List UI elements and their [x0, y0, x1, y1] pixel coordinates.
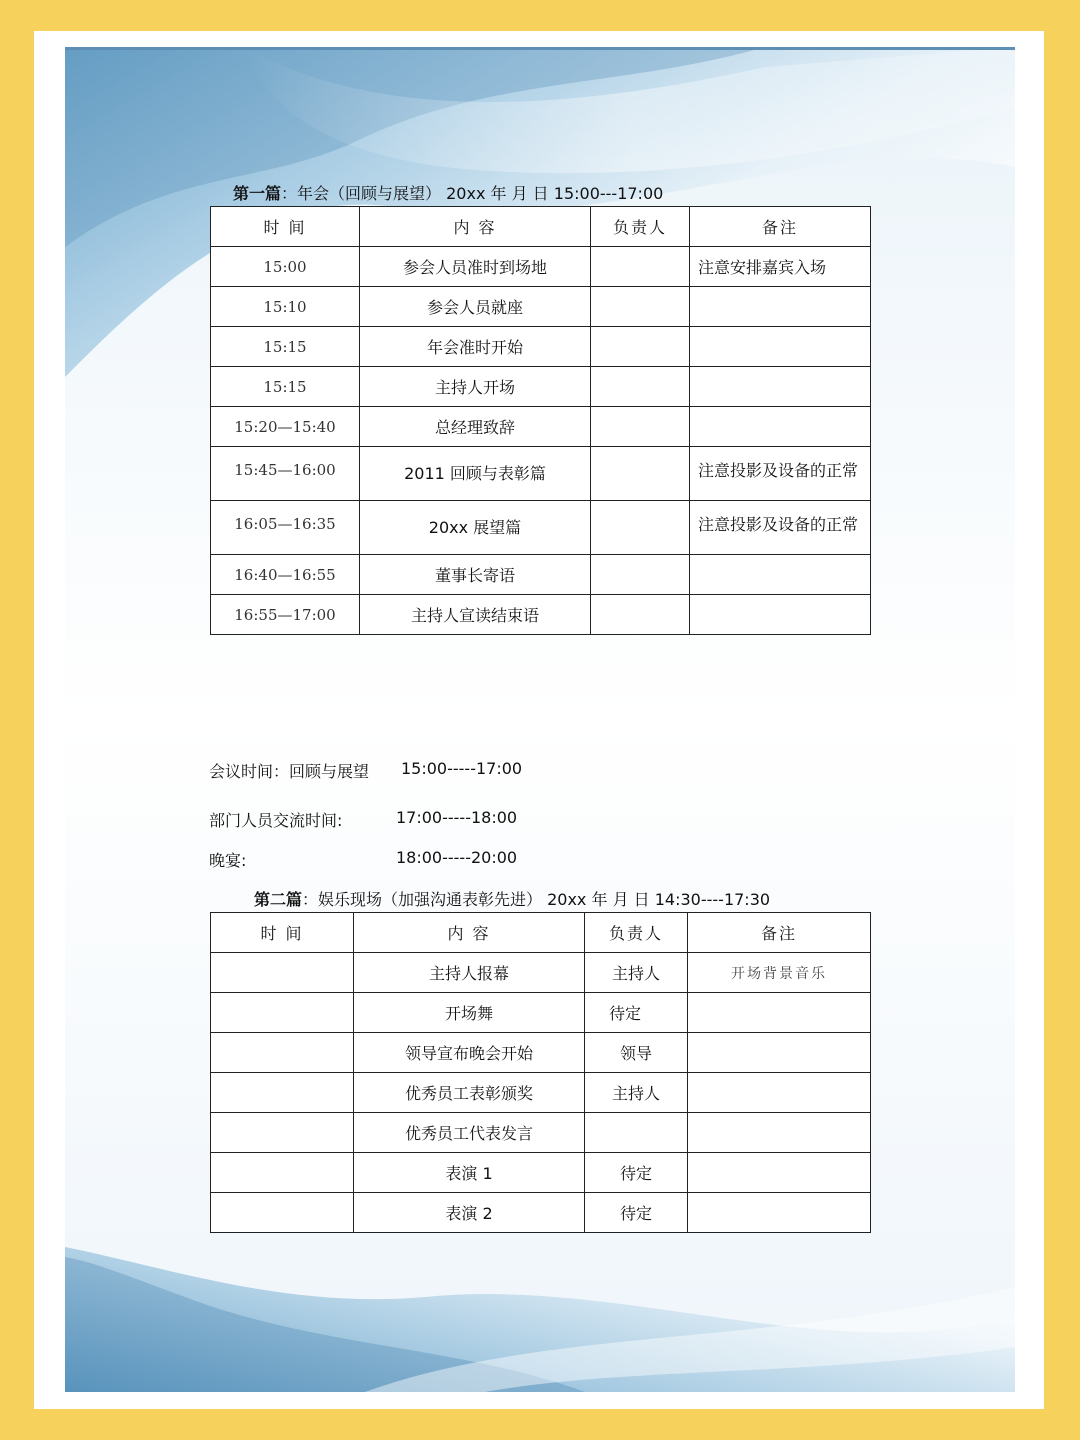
row-time: 16:55—17:00: [211, 595, 360, 635]
row-time: 15:15: [211, 327, 360, 367]
header-content: 内 容: [360, 207, 591, 247]
row-owner: [591, 407, 690, 447]
table-row: [211, 993, 871, 1033]
table-header-row: [211, 207, 871, 247]
row-content: 董事长寄语: [360, 555, 591, 595]
table-row: [211, 1193, 871, 1233]
table-row: [211, 1153, 871, 1193]
row-note: [688, 993, 871, 1033]
table-row: [211, 247, 871, 287]
header-owner: 负责人: [585, 913, 688, 953]
table-row: [211, 595, 871, 635]
header-time: 时 间: [211, 913, 354, 953]
row-content: 优秀员工表彰颁奖: [354, 1073, 585, 1113]
row-owner: 待定: [585, 1193, 688, 1233]
section2-table: [210, 912, 871, 1233]
row-owner: [591, 595, 690, 635]
row-time: 15:10: [211, 287, 360, 327]
row-note: [688, 1073, 871, 1113]
document-page: [65, 47, 1015, 1392]
info-dinner-time: [209, 848, 518, 871]
row-content: 表演 1: [354, 1153, 585, 1193]
row-owner: [591, 501, 690, 555]
row-owner: [591, 287, 690, 327]
header-content: 内 容: [354, 913, 585, 953]
row-time: [211, 1033, 354, 1073]
section1-title: ：: [281, 184, 298, 203]
info-label: 部门人员交流时间:: [209, 811, 343, 830]
table-row: [211, 447, 871, 501]
header-note: 备注: [688, 913, 871, 953]
info-exchange-time: [209, 808, 518, 831]
table-header-row: [211, 913, 871, 953]
row-content: 优秀员工代表发言: [354, 1113, 585, 1153]
section1-table: [210, 206, 871, 635]
row-content: 主持人开场: [360, 367, 591, 407]
row-owner: [591, 447, 690, 501]
section1-title-text: 年会（回顾与展望） 20xx 年 月 日 15:00---17:00: [297, 184, 664, 203]
row-owner: 主持人: [585, 953, 688, 993]
table-row: [211, 953, 871, 993]
row-content: 参会人员准时到场地: [360, 247, 591, 287]
row-owner: [591, 247, 690, 287]
row-note: [690, 287, 871, 327]
row-note: [690, 407, 871, 447]
row-time: 16:40—16:55: [211, 555, 360, 595]
row-time: 15:00: [211, 247, 360, 287]
row-owner: 待定: [585, 1153, 688, 1193]
info-label: 会议时间：回顾与展望: [209, 762, 370, 781]
table-row: [211, 407, 871, 447]
section2-label: 第二篇: [254, 890, 303, 909]
row-time: [211, 953, 354, 993]
row-note: [688, 1033, 871, 1073]
row-note: [690, 555, 871, 595]
table-row: [211, 1073, 871, 1113]
row-owner: [585, 1113, 688, 1153]
row-note: [690, 595, 871, 635]
row-time: [211, 1153, 354, 1193]
row-owner: 主持人: [585, 1073, 688, 1113]
header-time: 时 间: [211, 207, 360, 247]
table-row: [211, 1113, 871, 1153]
row-time: 15:20—15:40: [211, 407, 360, 447]
row-content: 表演 2: [354, 1193, 585, 1233]
row-note: 开场背景音乐: [688, 953, 871, 993]
info-value: 18:00-----20:00: [396, 848, 518, 867]
row-note: 注意投影及设备的正常: [690, 501, 871, 555]
row-content: 领导宣布晚会开始: [354, 1033, 585, 1073]
info-value: 15:00-----17:00: [401, 759, 523, 778]
row-note: 注意投影及设备的正常: [690, 447, 871, 501]
table-row: [211, 1033, 871, 1073]
section1-heading: [233, 181, 663, 204]
row-content: 总经理致辞: [360, 407, 591, 447]
row-note: [688, 1153, 871, 1193]
table-row: [211, 327, 871, 367]
row-note: 注意安排嘉宾入场: [690, 247, 871, 287]
table-row: [211, 287, 871, 327]
info-value: 17:00-----18:00: [396, 808, 518, 827]
row-note: [690, 327, 871, 367]
row-time: 15:15: [211, 367, 360, 407]
row-owner: 领导: [585, 1033, 688, 1073]
row-note: [688, 1193, 871, 1233]
info-meeting-time: [209, 759, 523, 782]
row-time: [211, 1113, 354, 1153]
row-owner: [591, 555, 690, 595]
section1-label: 第一篇: [233, 184, 282, 203]
row-owner: [591, 327, 690, 367]
table-row: [211, 367, 871, 407]
section2-heading: [254, 887, 770, 910]
row-time: 15:45—16:00: [211, 447, 360, 501]
table-row: [211, 501, 871, 555]
row-owner: [591, 367, 690, 407]
section2-title: ：娱乐现场（加强沟通表彰先进） 20xx 年 月 日 14:30----17:30: [302, 890, 771, 909]
row-content: 主持人报幕: [354, 953, 585, 993]
header-owner: 负责人: [591, 207, 690, 247]
row-content: 2011 回顾与表彰篇: [360, 447, 591, 501]
row-content: 开场舞: [354, 993, 585, 1033]
row-note: [690, 367, 871, 407]
header-note: 备注: [690, 207, 871, 247]
row-content: 参会人员就座: [360, 287, 591, 327]
row-content: 20xx 展望篇: [360, 501, 591, 555]
row-time: 16:05—16:35: [211, 501, 360, 555]
row-note: [688, 1113, 871, 1153]
row-content: 主持人宣读结束语: [360, 595, 591, 635]
row-owner: 待定: [585, 993, 688, 1033]
row-content: 年会准时开始: [360, 327, 591, 367]
info-label: 晚宴:: [209, 851, 247, 870]
row-time: [211, 1073, 354, 1113]
row-time: [211, 1193, 354, 1233]
row-time: [211, 993, 354, 1033]
table-row: [211, 555, 871, 595]
